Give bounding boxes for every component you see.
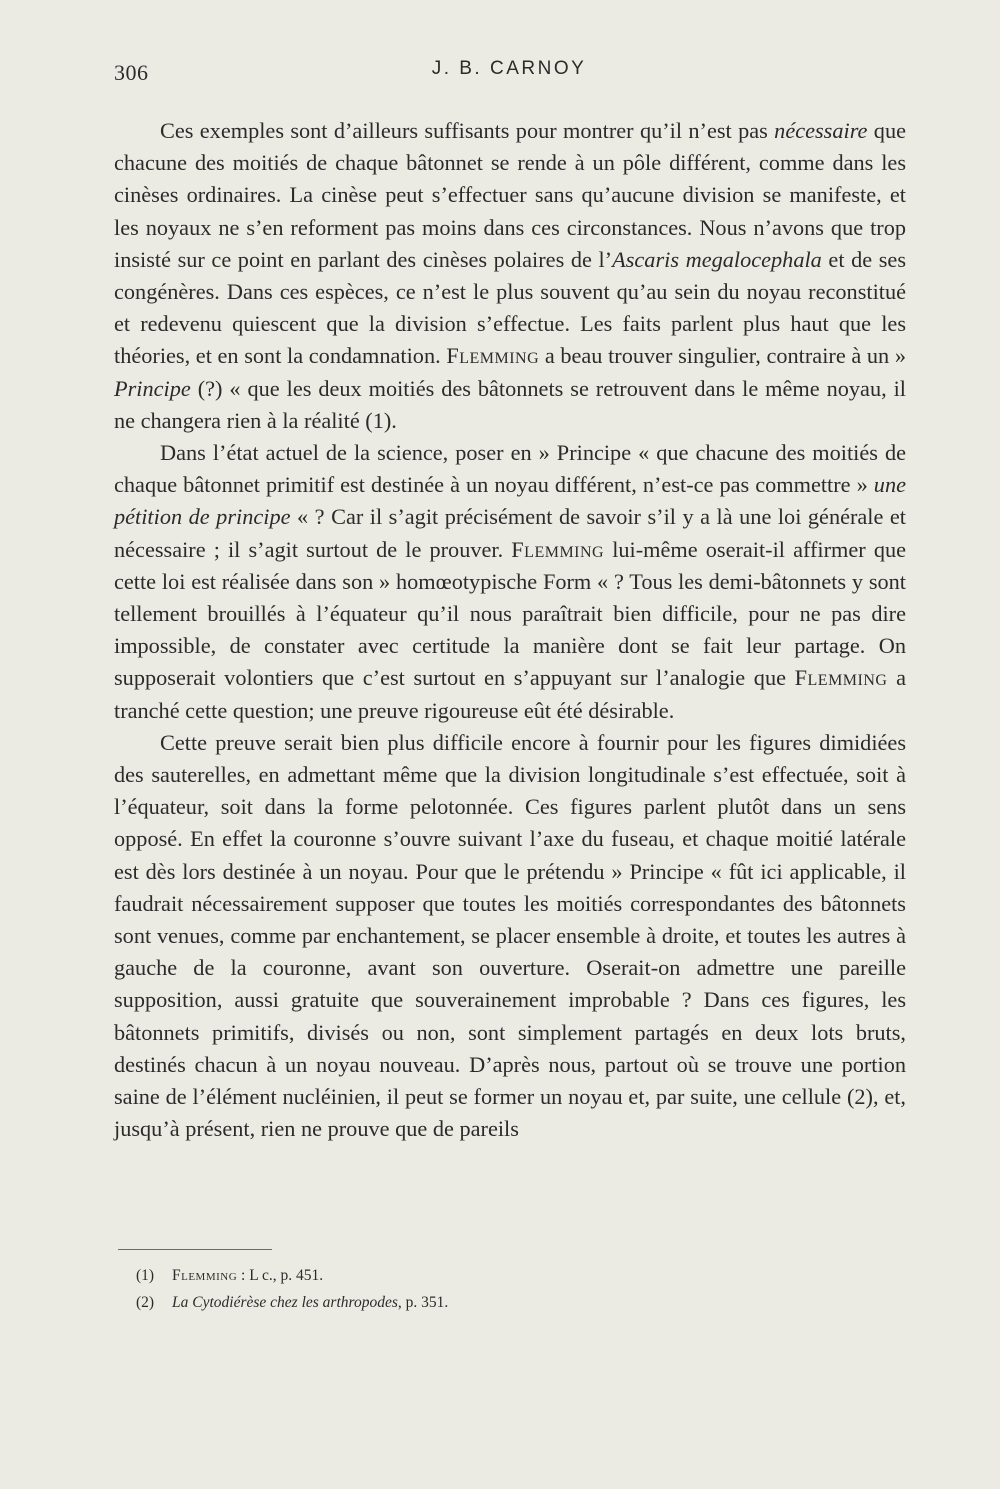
paragraph [114, 437, 906, 727]
footnote-title: La Cytodiérèse chez les arthropodes [172, 1294, 398, 1311]
running-head-author: J. B. CARNOY [431, 58, 587, 79]
footnote-rule [118, 1249, 272, 1250]
paragraph [114, 115, 906, 437]
footnote [136, 1289, 896, 1316]
emphasis: une pétition de principe [114, 472, 906, 530]
emphasis: Principe [114, 375, 191, 401]
footnote-author: Flemming [172, 1267, 238, 1284]
author-name: Flemming [511, 536, 605, 562]
text-run: (?) « que les deux moitiés des bâtonnets se retrouvent dans le même noyau, il ne changera rien à la réalité (1). [114, 375, 906, 433]
text-run: a beau trouver singulier, contraire à un » [539, 343, 906, 369]
text-run: « ? Car il s’agit précisément de savoir s’il y a là une loi générale et nécessaire ; il s’agit surtout de le prouver. [114, 504, 907, 562]
footnote-number: (1) [136, 1267, 155, 1284]
text-run: lui-même oserait-il affirmer que cette loi est réalisée dans son » homœotypische Form « ? Tous les demi-bâtonnets y sont tellement brouillés à l’équateur qu’il nous paraîtrait bien difficile, pour ne pas dire impossible, de constater avec certitude la manière dont se fait leur partage. On supposerait volontiers que c’est surtout en s’appuyant sur l’analogie que [114, 536, 907, 691]
body-text [114, 115, 906, 1146]
footnote-text: : L c., p. 451. [237, 1267, 324, 1284]
text-run: que chacune des moitiés de chaque bâtonnet se rende à un pôle différent, comme dans les cinèses ordinaires. La cinèse peut s’effectuer sans qu’aucune division se manifeste, et les noyaux ne s’en reforment pas moins dans ces circonstances. Nous n’avons que trop insisté sur ce point en parlant des cinèses polaires de l’ [114, 118, 906, 272]
species-name: Ascaris megalocephala [612, 246, 822, 272]
paragraph: Cette preuve serait bien plus difficile encore à fournir pour les figures dimidiées des sauterelles, en admettant même que la division longitudinale s’est effectuée, soit à l’équateur, soit dans la forme pelotonnée. Ces figures parlent plutôt dans un sens opposé. En effet la couronne s’ouvre suivant l’axe du fuseau, et chaque moitié latérale est dès lors destinée à un noyau. Pour que le prétendu » Principe « fût ici applicable, il faudrait nécessairement supposer que toutes les moitiés correspondantes des bâtonnets sont venues, comme par enchantement, se placer ensemble à droite, et toutes les autres à gauche de la couronne, avant son ouverture. Oserait-on admettre une pareille supposition, aussi gratuite que souverainement improbable ? Dans ces figures, les bâtonnets primitifs, divisés ou non, sont simplement partagés en deux lots bruts, destinés chacun à un noyau nouveau. D’après nous, partout où se trouve une portion saine de l’élément nucléinien, il peut se former un noyau et, par suite, une cellule (2), et, jusqu’à présent, rien ne prouve que de pareils [114, 729, 906, 1142]
footnotes [136, 1262, 896, 1316]
author-name: Flemming [446, 343, 540, 369]
author-name: Flemming [794, 665, 888, 691]
page-number: 306 [114, 60, 149, 85]
footnote-text: , p. 351. [397, 1294, 449, 1311]
text-run: Dans l’état actuel de la science, poser en » Principe « que chacune des moitiés de chaque bâtonnet primitif est destinée à un noyau différent, n’est-ce pas commettre » [114, 440, 906, 498]
text-run: et de ses congénères. Dans ces espèces, ce n’est le plus souvent qu’au sein du noyau reconstitué et redevenu quiescent que la division s’effectue. Les faits parlent plus haut que les théories, et en sont la condamnation. [114, 246, 906, 369]
text-run: a tranché cette question; une preuve rigoureuse eût été désirable. [114, 665, 906, 723]
text-run: Ces exemples sont d’ailleurs suffisants pour montrer qu’il n’est pas [160, 118, 775, 143]
emphasis: nécessaire [774, 118, 868, 143]
footnote [136, 1262, 896, 1289]
running-head [114, 56, 904, 88]
footnote-number: (2) [136, 1294, 155, 1311]
